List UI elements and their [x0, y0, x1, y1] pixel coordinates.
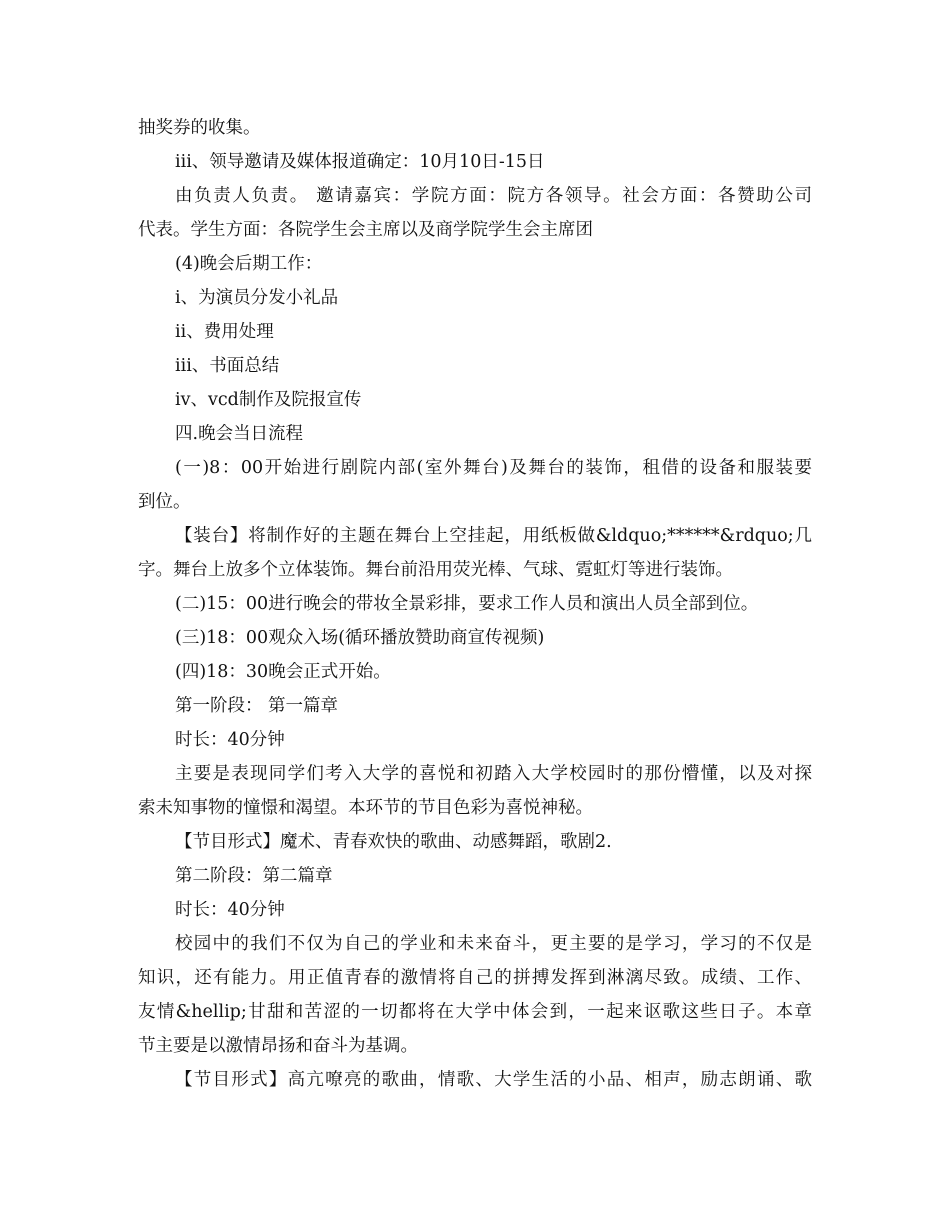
text-line: 第一阶段： 第一篇章 [175, 696, 339, 716]
document-body [0, 111, 950, 1097]
text-line: 由负责人负责。 邀请嘉宾：学院方面：院方各领导。社会方面：各赞助公司 [175, 186, 812, 206]
text-line: (三)18：00观众入场(循环播放赞助商宣传视频) [175, 628, 545, 648]
text-line: (一)8：00开始进行剧院内部(室外舞台)及舞台的装饰，租借的设备和服装要 [175, 458, 812, 478]
text-line: 【节目形式】魔术、青春欢快的歌曲、动感舞蹈，歌剧2. [175, 832, 612, 852]
text-line: 节主要是以激情昂扬和奋斗为基调。 [138, 1036, 418, 1056]
text-line: (二)15：00进行晚会的带妆全景彩排，要求工作人员和演出人员全部到位。 [175, 594, 759, 614]
text-line: 时长：40分钟 [175, 900, 285, 920]
text-line: 四.晚会当日流程 [175, 424, 304, 444]
text-line: 字。舞台上放多个立体装饰。舞台前沿用荧光棒、气球、霓虹灯等进行装饰。 [138, 560, 733, 580]
text-line: iii、领导邀请及媒体报道确定：10月10日-15日 [175, 152, 545, 172]
text-line: 主要是表现同学们考入大学的喜悦和初踏入大学校园时的那份懵懂，以及对探 [175, 764, 812, 784]
text-line: ⅰ、为演员分发小礼品 [175, 288, 339, 308]
text-line: 【装台】将制作好的主题在舞台上空挂起，用纸板做&ldquo;******&rdquo;几 [175, 526, 812, 546]
text-line: (四)18：30晚会正式开始。 [175, 662, 391, 682]
text-line: 知识，还有能力。用正值青春的激情将自己的拼搏发挥到淋漓尽致。成绩、工作、 [138, 968, 812, 988]
text-line: iv、vcd制作及院报宣传 [175, 390, 362, 410]
text-line: 抽奖券的收集。 [138, 118, 261, 138]
text-line: 时长：40分钟 [175, 730, 285, 750]
text-line: 索未知事物的憧憬和渴望。本环节的节目色彩为喜悦神秘。 [138, 798, 593, 818]
text-line: 第二阶段：第二篇章 [175, 866, 333, 886]
text-line: iii、书面总结 [175, 356, 280, 376]
text-line: 校园中的我们不仅为自己的学业和未来奋斗，更主要的是学习，学习的不仅是 [175, 934, 812, 954]
text-line: 到位。 [138, 492, 191, 512]
text-line: 代表。学生方面：各院学生会主席以及商学院学生会主席团 [138, 220, 593, 240]
text-line: ⅱ、费用处理 [175, 322, 274, 342]
text-line: 【节目形式】高亢嘹亮的歌曲，情歌、大学生活的小品、相声，励志朗诵、歌 [175, 1070, 812, 1090]
text-line: (4)晚会后期工作： [175, 254, 323, 274]
text-line: 友情&hellip;甘甜和苦涩的一切都将在大学中体会到，一起来讴歌这些日子。本章 [138, 1002, 812, 1022]
